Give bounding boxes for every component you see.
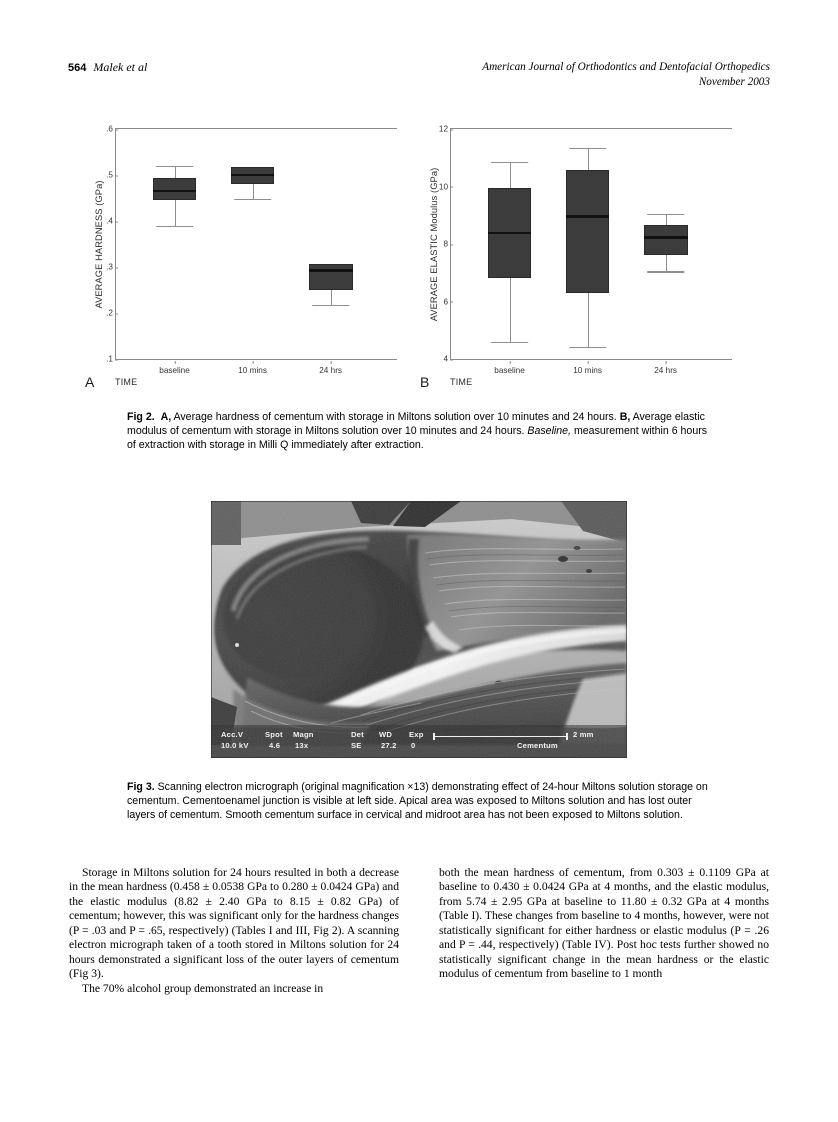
body-paragraph: Storage in Miltons solution for 24 hours resulted in both a decrease in the mean hardness (0.458 ± 0.0538 GPa to 0.280 ± 0.0424 GPa) and the elastic modulus (8.82 ± 2.40 GPa to 8.15 ± 0.82 GPa) of cementum; however, this was significant only for the hardness changes (P = .03 and P = .65, respectively) (Tables I and III, Fig 2). A scanning electron micrograph taken of a tooth stored in Miltons solution for 24 hours demonstrated a significant loss of the outer layers of cementum (Fig 3). [69, 866, 399, 981]
figure-2-caption-a-text: Average hardness of cementum with storage in Miltons solution over 10 minutes and 24 hours. [171, 411, 620, 423]
panel-letter-b: B [420, 374, 430, 390]
box-iqr [566, 170, 610, 293]
whisker-lower [510, 278, 511, 342]
median-line [309, 269, 353, 271]
y-axis-tick-label: 8 [443, 239, 448, 249]
chart-b-plot-area [438, 124, 732, 375]
body-column-right [439, 866, 769, 982]
sem-specimen-label: Cementum [517, 741, 558, 750]
y-axis-tick-label: .2 [106, 308, 113, 318]
whisker-upper [510, 162, 511, 188]
whisker-lower [253, 184, 254, 199]
y-axis-tick-label: .1 [106, 354, 113, 364]
micrograph-image [211, 501, 627, 758]
box-plot [153, 129, 197, 359]
y-axis-tick-label: .6 [106, 124, 113, 134]
y-axis-tick-label: 4 [443, 354, 448, 364]
running-head-right [482, 60, 770, 90]
whisker-cap-upper [647, 214, 685, 215]
chart-a-x-axis-title: TIME [115, 377, 138, 387]
figure-3-caption [127, 780, 711, 823]
y-axis-tick-label: .3 [106, 262, 113, 272]
figure-2-caption-baseline-marker: Baseline, [527, 425, 572, 438]
whisker-lower [588, 293, 589, 347]
whisker-lower [666, 255, 667, 271]
whisker-cap-lower [569, 347, 607, 348]
sem-value-accv: 10.0 kV [221, 741, 249, 750]
sem-data-bar-values [221, 741, 621, 752]
figure-3-caption-label: Fig 3. [127, 781, 155, 793]
figure-2-caption [127, 410, 711, 453]
sem-data-bar-headers [221, 730, 621, 741]
figure-3-caption-text: Scanning electron micrograph (original magnification ×13) demonstrating effect of 24-hour Miltons solution storage on cementum. Cementoenamel junction is visible at left side. Apical area was exposed to Miltons solution and has lost outer layers of cementum. Smooth cementum surface in cervical and midroot area has not been exposed to Miltons solution. [127, 781, 708, 822]
sem-label-spot: Spot [265, 730, 283, 739]
sem-value-spot: 4.6 [269, 741, 281, 750]
box-plot [309, 129, 353, 359]
chart-b-footer [420, 374, 732, 394]
panel-letter-a: A [85, 374, 95, 390]
box-plot [566, 129, 610, 359]
figure-2 [85, 122, 745, 397]
chart-b-y-axis-title: AVERAGE ELASTIC Modulus (GPa) [429, 167, 439, 322]
whisker-upper [666, 214, 667, 226]
journal-title: American Journal of Orthodontics and Dentofacial Orthopedics [482, 61, 770, 73]
page-number: 564 [68, 62, 87, 74]
chart-panel-b [420, 122, 732, 397]
figure-2-caption-b-marker: B, [619, 411, 631, 423]
sem-label-exp: Exp [409, 730, 424, 739]
whisker-cap-lower [647, 271, 685, 272]
x-axis-tick-label: 10 mins [238, 366, 267, 375]
x-axis-tick-label: 10 mins [573, 366, 602, 375]
sem-value-wd: 27.2 [381, 741, 397, 750]
figure-2-caption-baseline-text: measurement within 6 hours of extraction with storage in Milli Q immediately after extraction. [127, 425, 708, 452]
figure-2-caption-label: Fig 2. [127, 411, 155, 423]
body-paragraph: both the mean hardness of cementum, from 0.303 ± 0.1109 GPa at baseline to 0.430 ± 0.0424 GPa at 4 months, and the elastic modulus, from 5.74 ± 2.95 GPa at baseline to 11.80 ± 0.32 GPa at 4 months (Table I). These changes from baseline to 4 months, however, were not statistically significant for either hardness or elastic modulus (P = .26 and P = .44, respectively) (Table IV). Post hoc tests further showed no statistically significant change in the mean hardness or the elastic modulus of cementum from baseline to 1 month [439, 866, 769, 981]
box-iqr [644, 225, 688, 255]
x-axis-tick-label: baseline [494, 366, 525, 375]
sem-label-accv: Acc.V [221, 730, 244, 739]
sem-label-magn: Magn [293, 730, 314, 739]
whisker-cap-lower [491, 342, 529, 343]
whisker-lower [331, 290, 332, 305]
y-axis-tick-label: .5 [106, 170, 113, 180]
figure-2-caption-b-text: Average elastic modulus of cementum with storage in Miltons solution over 10 minutes and 24 hours. [127, 411, 705, 438]
running-head [68, 60, 770, 100]
chart-a-footer [85, 374, 397, 394]
chart-a-plot-area [106, 124, 397, 375]
figure-3-micrograph [211, 501, 627, 758]
sem-value-magn: 13x [295, 741, 309, 750]
median-line [231, 174, 275, 176]
sem-value-det: SE [351, 741, 362, 750]
figure-2-caption-a-marker: A, [160, 411, 172, 423]
whisker-lower [175, 200, 176, 225]
y-axis-tick-label: 10 [438, 182, 448, 191]
sem-label-wd: WD [379, 730, 393, 739]
sem-scale-bar [433, 733, 568, 739]
whisker-cap-upper [156, 166, 194, 167]
median-line [153, 190, 197, 192]
whisker-cap-upper [569, 148, 607, 149]
running-head-authors: Malek et al [93, 60, 148, 74]
running-head-left [68, 60, 147, 75]
sem-scale-label: 2 mm [573, 730, 594, 739]
box-plot [231, 129, 275, 359]
chart-a-y-axis-title: AVERAGE HARDNESS (GPa) [94, 180, 104, 309]
y-axis-tick-label: 6 [443, 297, 448, 306]
sem-value-exp: 0 [411, 741, 416, 750]
y-axis-tick-label: 12 [438, 124, 448, 134]
body-paragraph: The 70% alcohol group demonstrated an increase in [82, 981, 324, 995]
y-axis-tick-label: .4 [106, 216, 113, 226]
sem-label-det: Det [351, 730, 364, 739]
body-column-left [69, 866, 399, 996]
whisker-cap-lower [312, 305, 350, 306]
median-line [488, 232, 532, 234]
x-axis-tick-label: baseline [159, 366, 190, 375]
whisker-cap-lower [234, 199, 272, 200]
chart-b-x-axis-title: TIME [450, 377, 473, 387]
whisker-cap-lower [156, 226, 194, 227]
x-axis-tick-label: 24 hrs [654, 366, 678, 375]
box-iqr [309, 264, 353, 290]
box-plot [644, 129, 688, 359]
whisker-upper [175, 166, 176, 178]
chart-panel-a [85, 122, 397, 397]
x-axis-tick-label: 24 hrs [319, 366, 343, 375]
box-plot [488, 129, 532, 359]
whisker-upper [588, 148, 589, 170]
median-line [644, 236, 688, 238]
whisker-cap-upper [491, 162, 529, 163]
issue-date: November 2003 [698, 76, 770, 88]
median-line [566, 215, 610, 217]
sem-data-bar [211, 730, 627, 756]
